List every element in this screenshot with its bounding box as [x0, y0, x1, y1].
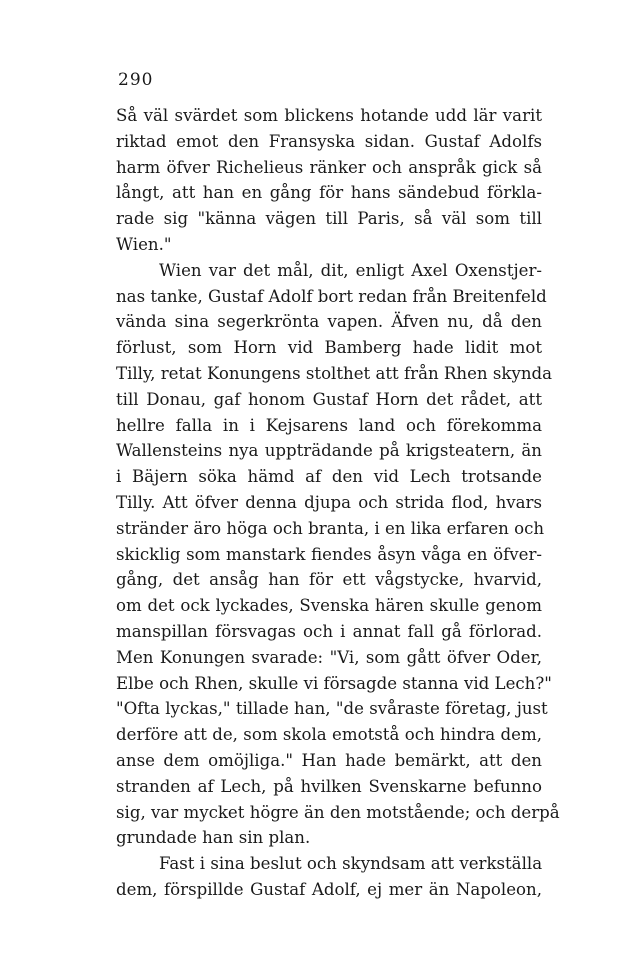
text-line: anse dem omöjliga." Han hade bemärkt, att den — [116, 750, 542, 770]
text-line: nas tanke, Gustaf Adolf bort redan från Breitenfeld — [116, 286, 547, 306]
text-line: derföre att de, som skola emotstå och hindra dem, — [116, 725, 542, 745]
text-line: Men Konungen svarade: "Vi, som gått öfver Oder, — [116, 647, 542, 667]
text-line: i Bäjern söka hämd af den vid Lech trotsande — [116, 467, 542, 487]
text-line: hellre falla in i Kejsarens land och förekomma — [116, 415, 542, 435]
text-line: långt, att han en gång för hans sändebud förkla- — [116, 183, 542, 203]
text-line: om det ock lyckades, Svenska hären skulle genom — [116, 596, 542, 616]
text-line: Wallensteins nya uppträdande på krigsteatern, än — [116, 441, 542, 461]
text-line: till Donau, gaf honom Gustaf Horn det rådet, att — [116, 389, 542, 409]
page-number: 290 — [118, 70, 154, 90]
text-line: dem, förspillde Gustaf Adolf, ej mer än Napoleon, — [116, 879, 542, 899]
text-line: manspillan försvagas och i annat fall gå förlorad. — [116, 621, 542, 641]
text-line: stranden af Lech, på hvilken Svenskarne befunno — [116, 776, 542, 796]
text-line: sig, var mycket högre än den motstående; och derpå — [116, 802, 560, 822]
text-line: Tilly, retat Konungens stolthet att från Rhen skynda — [116, 363, 553, 383]
text-line: Wien var det mål, dit, enligt Axel Oxenstjer- — [159, 260, 542, 280]
text-line: rade sig "känna vägen till Paris, så väl som till — [116, 209, 542, 229]
text-line: förlust, som Horn vid Bamberg hade lidit mot — [116, 338, 542, 358]
text-line: riktad emot den Fransyska sidan. Gustaf Adolfs — [116, 131, 542, 151]
text-line: stränder äro höga och branta, i en lika erfaren och — [116, 518, 545, 538]
text-line: skicklig som manstark fiendes åsyn våga en öfver- — [116, 544, 542, 564]
text-line: gång, det ansåg han för ett vågstycke, hvarvid, — [116, 570, 542, 590]
text-line: "Ofta lyckas," tillade han, "de svåraste företag, just — [116, 699, 548, 719]
text-line: harm öfver Richelieus ränker och anspråk gick så — [116, 157, 542, 177]
text-line: Elbe och Rhen, skulle vi försagde stanna vid Lech?" — [116, 673, 552, 693]
text-line: vända sina segerkrönta vapen. Äfven nu, då den — [116, 312, 542, 332]
text-line: Wien." — [116, 234, 172, 254]
text-line: Fast i sina beslut och skyndsam att verkställa — [159, 854, 543, 874]
text-line: Så väl svärdet som blickens hotande udd lär varit — [116, 106, 542, 125]
text-line: Tilly. Att öfver denna djupa och strida flod, hvars — [116, 492, 542, 512]
body-text — [116, 103, 560, 903]
text-line: grundade han sin plan. — [116, 828, 311, 848]
